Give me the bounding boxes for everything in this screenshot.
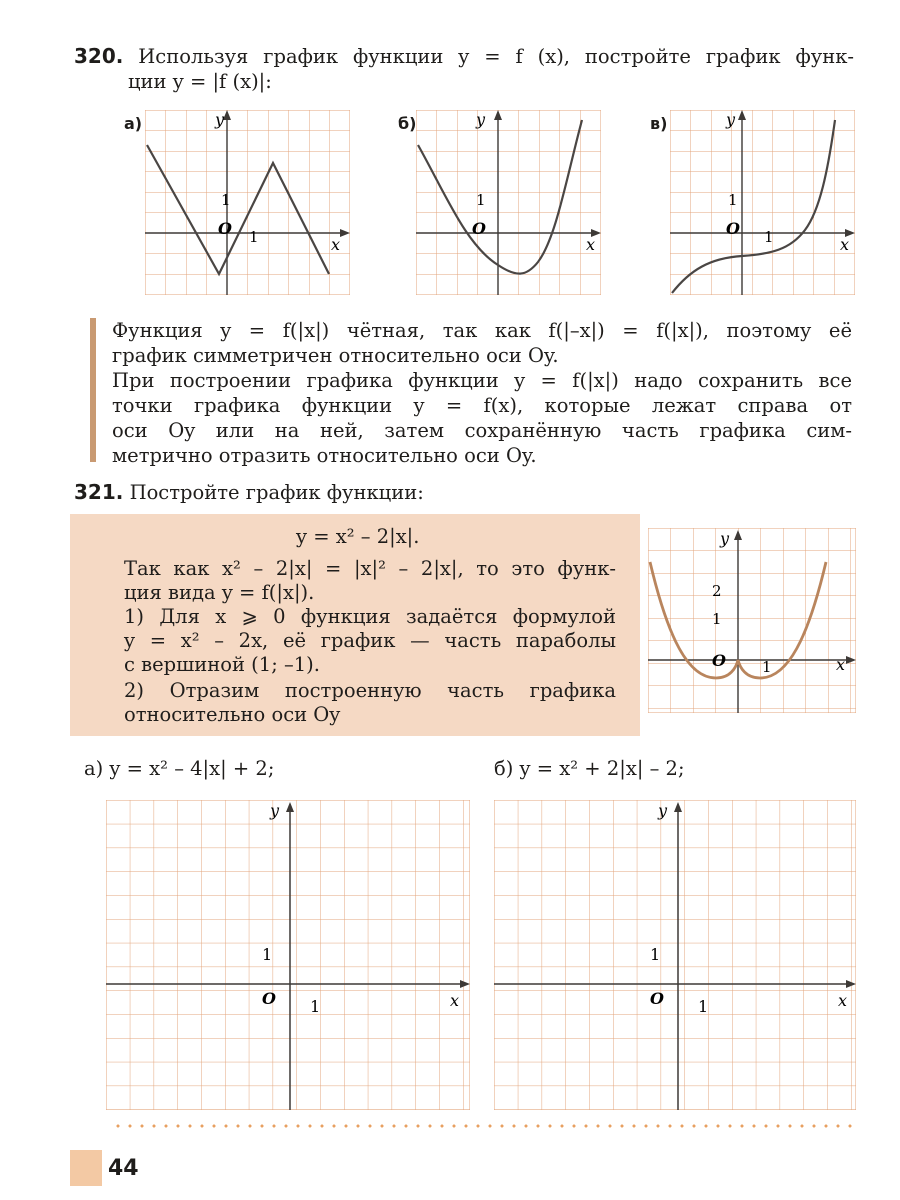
graph-b-x-label: x xyxy=(586,235,596,254)
example-text-4: y = x² – 2x, её график — часть параболы xyxy=(124,629,616,652)
graph-a-label: а) xyxy=(124,114,143,133)
example-one-x: 1 xyxy=(762,658,772,676)
grid-a-y-label: y xyxy=(270,801,280,820)
graph-c-y-label: y xyxy=(726,110,736,129)
graph-b xyxy=(416,110,601,295)
graph-c-label: в) xyxy=(650,114,668,133)
example-text-6: 2) Отразим построенную часть графика xyxy=(124,679,616,702)
example-text-5: с вершиной (1; –1). xyxy=(124,653,320,676)
example-origin: O xyxy=(712,651,726,670)
task-a: а) y = x² – 4|x| + 2; xyxy=(84,757,275,780)
dotted-separator xyxy=(112,1124,852,1128)
example-x-label: x xyxy=(836,655,846,674)
example-y-label: y xyxy=(720,529,730,548)
graph-a-x-label: x xyxy=(331,235,341,254)
task-b: б) y = x² + 2|x| – 2; xyxy=(494,757,685,780)
page-number-marker xyxy=(70,1150,102,1186)
grid-b-lines xyxy=(494,800,856,1110)
example-text-1: Так как x² – 2|x| = |x|² – 2|x|, то это функ- xyxy=(124,557,616,580)
ex321-heading xyxy=(74,480,424,505)
graph-a-y-label: y xyxy=(215,110,225,129)
example-text-7: относительно оси Oy xyxy=(124,703,341,726)
ex320-text: Используя график функции y = f (x), постройте график функ- xyxy=(138,45,855,68)
example-text-2: ция вида y = f(|x|). xyxy=(124,581,315,604)
graph-b-grid xyxy=(416,110,601,295)
graph-a-one-y: 1 xyxy=(221,191,231,209)
note-p1-line2: график симметричен относительно оси Oy. xyxy=(112,344,559,367)
ex321-number: 321. xyxy=(74,480,124,504)
ex320-line1 xyxy=(74,44,854,69)
example-two-y: 2 xyxy=(712,582,722,600)
graph-b-origin: O xyxy=(472,219,486,238)
example-text-3: 1) Для x ⩾ 0 функция задаётся формулой xyxy=(124,605,616,628)
grid-a xyxy=(106,800,470,1110)
grid-a-x-label: x xyxy=(450,991,460,1010)
grid-a-one-y: 1 xyxy=(262,945,273,964)
graph-c-one-y: 1 xyxy=(728,191,738,209)
grid-b-one-x: 1 xyxy=(698,997,709,1016)
graph-c-grid xyxy=(670,110,855,295)
note-p2-line1: При построении графика функции y = f(|x|) надо сохранить все xyxy=(112,369,852,392)
example-one-y: 1 xyxy=(712,610,722,628)
grid-a-one-x: 1 xyxy=(310,997,321,1016)
graph-b-one-y: 1 xyxy=(476,191,486,209)
ex320-number: 320. xyxy=(74,44,124,68)
grid-b xyxy=(494,800,856,1110)
graph-a-origin: O xyxy=(218,219,232,238)
graph-a xyxy=(145,110,350,295)
grid-b-origin: O xyxy=(650,989,664,1008)
example-formula: y = x² – 2|x|. xyxy=(296,525,420,548)
example-graph-grid xyxy=(648,528,856,713)
grid-a-origin: O xyxy=(262,989,276,1008)
ex320-line2: ции y = |f (x)|: xyxy=(128,70,272,93)
graph-c-one-x: 1 xyxy=(764,228,774,246)
grid-b-one-y: 1 xyxy=(650,945,661,964)
example-graph xyxy=(648,528,856,713)
note-sidebar xyxy=(90,318,96,462)
ex321-title: Постройте график функции: xyxy=(129,481,424,504)
grid-b-y-label: y xyxy=(658,801,668,820)
graph-b-y-label: y xyxy=(476,110,486,129)
note-p2-line3: оси Oy или на ней, затем сохранённую часть графика сим- xyxy=(112,419,852,442)
graph-c-x-label: x xyxy=(840,235,850,254)
graph-a-grid xyxy=(145,110,350,295)
note-p2-line4: метрично отразить относительно оси Oy. xyxy=(112,444,537,467)
grid-b-x-label: x xyxy=(838,991,848,1010)
graph-b-label: б) xyxy=(398,114,417,133)
note-p1-line1: Функция y = f(|x|) чётная, так как f(|–x|) = f(|x|), поэтому её xyxy=(112,319,852,342)
grid-a-lines xyxy=(106,800,470,1110)
note-p2-line2: точки графика функции y = f(x), которые лежат справа от xyxy=(112,394,852,417)
page-number: 44 xyxy=(108,1156,139,1181)
graph-a-one-x: 1 xyxy=(249,228,259,246)
graph-c-origin: O xyxy=(726,219,740,238)
graph-c xyxy=(670,110,855,295)
